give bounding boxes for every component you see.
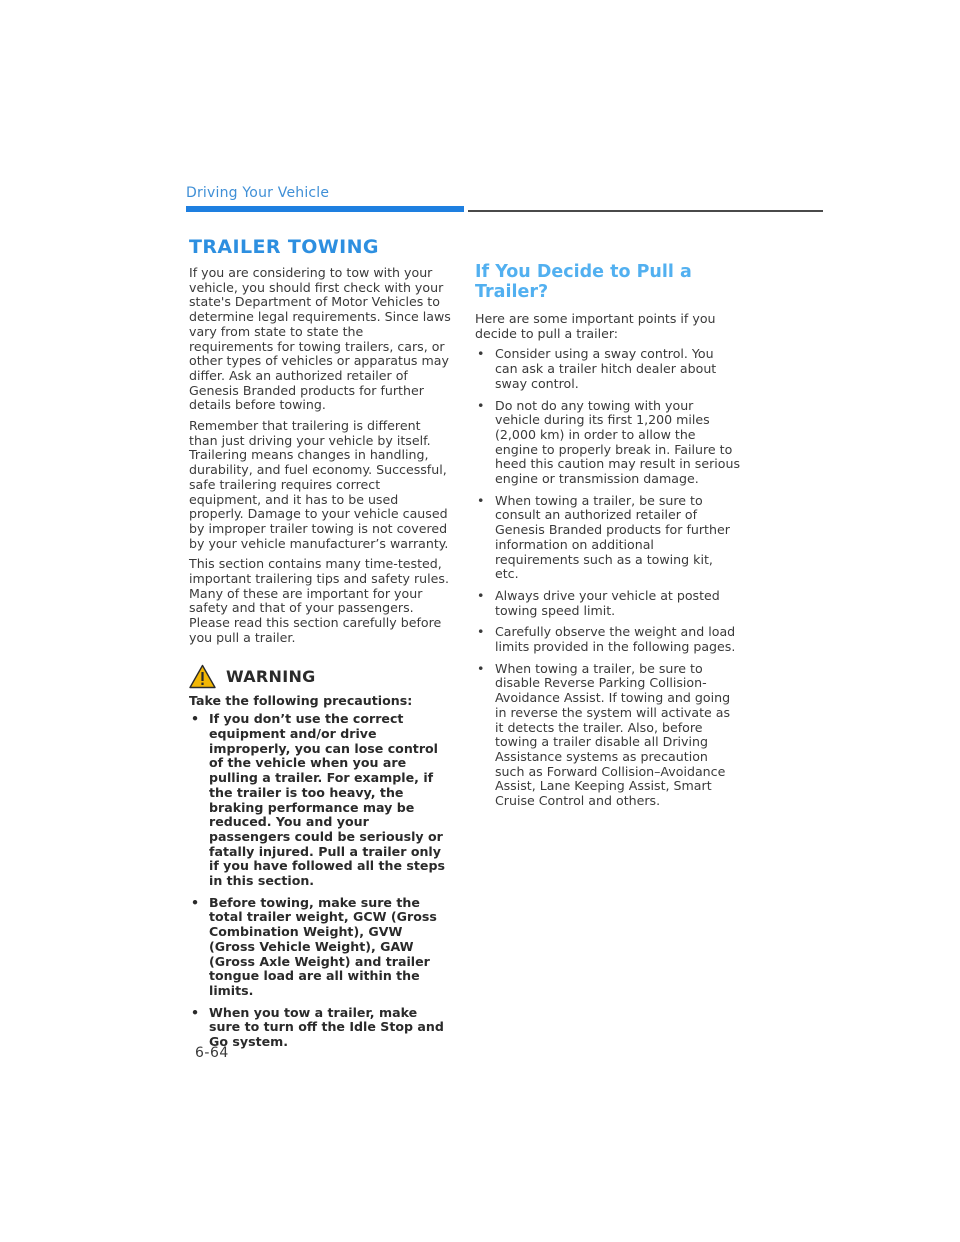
tip-item: • Always drive your vehicle at posted towing speed limit.: [477, 587, 720, 618]
left-column: [189, 236, 451, 1057]
section-title: TRAILER TOWING: [189, 236, 379, 258]
warning-list: [189, 712, 451, 1049]
warning-item: • Before towing, make sure the total trailer weight, GCW (Gross Combination Weight), GVW (Gross Vehicle Weight), GAW (Gross Axle Weight) and trailer tongue load are all within the limits.: [191, 894, 437, 998]
tips-list: [475, 347, 740, 808]
tip-item: • When towing a trailer, be sure to consult an authorized retailer of Genesis Branded products for further information on additional requirements such as a towing kit, etc.: [477, 492, 730, 582]
safety-paragraph: This section contains many time-tested, important trailering tips and safety rules. Many of these are important for your safety and that of your passengers. Please read this section carefully before you pull a trailer.: [189, 556, 449, 645]
warning-triangle-icon: [189, 664, 216, 689]
header-divider-rule: [468, 210, 823, 212]
warning-item: • When you tow a trailer, make sure to turn off the Idle Stop and Go system.: [191, 1004, 444, 1050]
warning-label: WARNING: [226, 666, 316, 686]
warning-intro: Take the following precautions:: [189, 692, 413, 708]
warning-header: [189, 664, 451, 689]
tip-item: • Do not do any towing with your vehicle during its first 1,200 miles (2,000 km) in order to allow the engine to properly break in. Failure to heed this caution may result in serious engine or transmission damage.: [477, 397, 740, 487]
tip-item: • Carefully observe the weight and load limits provided in the following pages.: [477, 624, 736, 655]
header-accent-rule: [186, 206, 464, 212]
warning-item: • If you don’t use the correct equipment and/or drive improperly, you can lose control of the vehicle when you are pulling a trailer. For example, if the trailer is too heavy, the braking performance may be reduced. You and your passengers could be seriously or fatally injured. Pull a trailer only if you have followed all the steps in this section.: [191, 711, 445, 889]
intro-paragraph: If you are considering to tow with your vehicle, you should first check with your state's Department of Motor Vehicles to determine legal requirements. Since laws vary from state to state the requirements for towing trailers, cars, or other types of vehicles or apparatus may differ. Ask an authorized retailer of Genesis Branded products for further details before towing.: [189, 265, 451, 413]
subsection-title: If You Decide to Pull a Trailer?: [475, 262, 692, 302]
right-column: [475, 262, 740, 816]
tip-item: • When towing a trailer, be sure to disable Reverse Parking Collision-Avoidance Assist. If towing and going in reverse the system will activate as it detects the trailer. Also, before towing a trailer disable all Driving Assistance systems as precaution such as Forward Collision–Avoidance Assist, Lane Keeping Assist, Smart Cruise Control and others.: [477, 660, 731, 809]
page-number: 6-64: [195, 1045, 229, 1061]
chapter-title: Driving Your Vehicle: [186, 185, 330, 201]
subsection-intro: Here are some important points if you decide to pull a trailer:: [475, 311, 716, 341]
trailering-paragraph: Remember that trailering is different than just driving your vehicle by itself. Trailering means changes in handling, durability, and fuel economy. Successful, safe trailering requires correct equipment, and it has to be used properly. Damage to your vehicle caused by improper trailer towing is not covered by your vehicle manufacturer’s warranty.: [189, 418, 449, 551]
tip-item: • Consider using a sway control. You can ask a trailer hitch dealer about sway control.: [477, 346, 717, 391]
